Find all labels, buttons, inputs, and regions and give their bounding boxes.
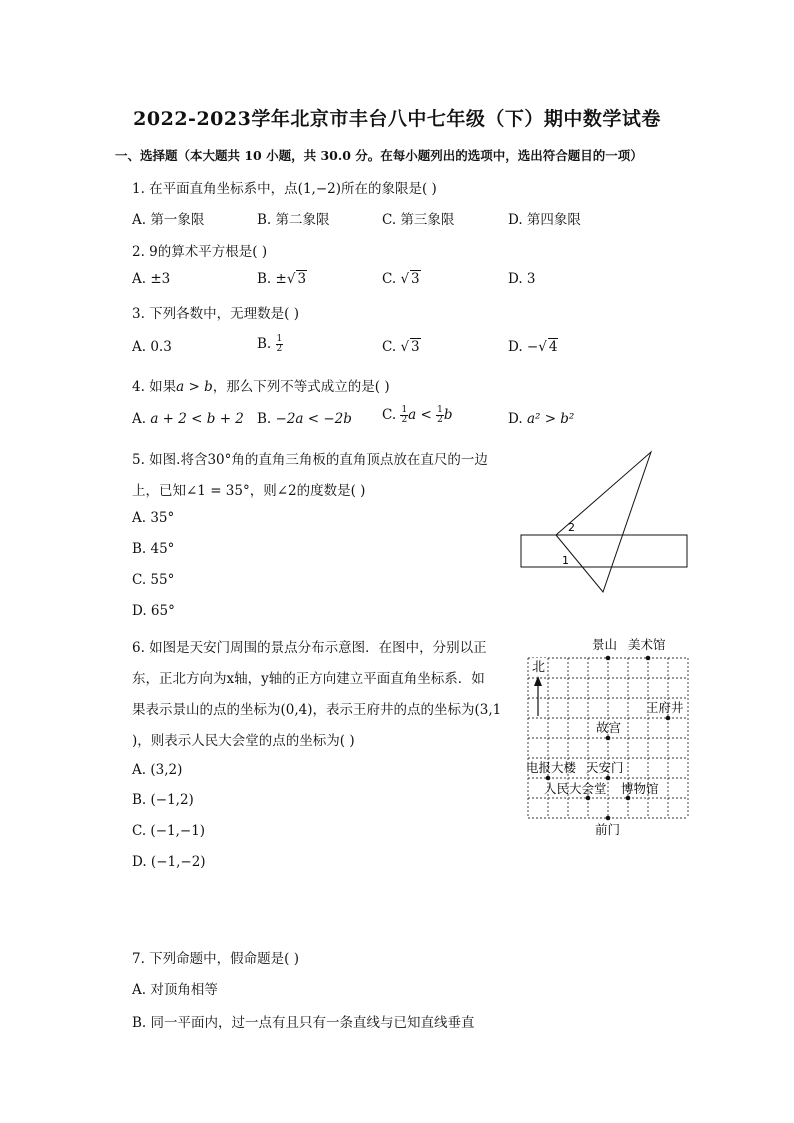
question-6-stem-line4: )，则表示人民大会堂的点的坐标为( ): [132, 733, 355, 749]
triangle-ruler-figure: [515, 448, 695, 598]
question-6-stem-line1: 6. 如图是天安门周围的景点分布示意图．在图中，分别以正: [132, 640, 487, 656]
question-7-stem: 7. 下列命题中，假命题是( ): [132, 951, 299, 967]
page-title: 2022-2023学年北京市丰台八中七年级（下）期中数学试卷: [133, 108, 661, 130]
north-arrow: [534, 676, 542, 716]
q1-option-c: C. 第三象限: [382, 212, 455, 228]
question-5-stem-line1: 5. 如图.将含30°角的直角三角板的直角顶点放在直尺的一边: [132, 452, 488, 468]
tiananmen-map-figure: [524, 634, 694, 842]
q4-option-b: B. −2a < −2b: [257, 411, 352, 427]
q5-option-b: B. 45°: [132, 541, 175, 557]
section-heading: 一、选择题（本大题共 10 小题，共 30.0 分。在每小题列出的选项中，选出符合题目的一项）: [115, 148, 643, 163]
question-1-stem: 1. 在平面直角坐标系中，点(1,−2)所在的象限是( ): [132, 181, 437, 197]
q4-option-c: C. $\frac{1}{2}$ a < $\frac{1}{2}$ b: [382, 405, 453, 425]
q3-option-c: C. √ 3: [382, 339, 420, 355]
q3-option-b: B. $\frac{1}{2}$: [257, 334, 283, 354]
q6-option-b: B. (−1,2): [132, 792, 194, 808]
q7-option-b: B. 同一平面内，过一点有且只有一条直线与已知直线垂直: [132, 1015, 475, 1031]
q5-option-d: D. 65°: [132, 603, 175, 619]
meishuguan-point: [646, 656, 651, 661]
question-6-stem-line2: 东，正北方向为x轴，y轴的正方向建立平面直角坐标系．如: [132, 671, 485, 687]
q6-option-a: A. (3,2): [132, 762, 183, 778]
renmin-label: 人民大会堂: [544, 781, 607, 796]
q2-option-c: C. √ 3: [382, 271, 420, 287]
q5-option-a: A. 35°: [132, 510, 175, 526]
qianmen-point: [606, 816, 611, 821]
q2-option-b: B. ±√ 3: [257, 271, 307, 287]
q4-option-a: A. a + 2 < b + 2: [132, 411, 244, 427]
angle-1-label: 1: [562, 554, 569, 567]
jingshan-point: [606, 656, 611, 661]
bowuguan-label: 博物馆: [621, 781, 659, 796]
q1-option-d: D. 第四象限: [508, 212, 581, 228]
dianbao-label: 电报大楼: [526, 760, 577, 775]
q5-option-c: C. 55°: [132, 572, 175, 588]
tiananmen-point: [606, 776, 611, 781]
q7-option-a: A. 对顶角相等: [132, 982, 218, 998]
q1-option-b: B. 第二象限: [257, 212, 330, 228]
ruler-rect: [521, 535, 687, 567]
qianmen-label: 前门: [595, 822, 621, 837]
q4-option-d: D. a² > b²: [508, 411, 575, 427]
dianbao-point: [546, 776, 551, 781]
north-label: 北: [532, 660, 546, 675]
jingshan-label: 景山: [592, 637, 618, 652]
q6-option-d: D. (−1,−2): [132, 854, 206, 870]
question-6-stem-line3: 果表示景山的点的坐标为(0,4)，表示王府井的点的坐标为(3,1: [132, 702, 502, 718]
q1-option-a: A. 第一象限: [132, 212, 205, 228]
question-5-stem-line2: 上，已知∠1 = 35°，则∠2的度数是( ): [132, 483, 366, 499]
bowuguan-point: [626, 796, 631, 801]
renmin-point: [586, 796, 591, 801]
q6-option-c: C. (−1,−1): [132, 823, 206, 839]
question-3-stem: 3. 下列各数中，无理数是( ): [132, 306, 299, 322]
angle-2-label: 2: [568, 521, 575, 534]
meishuguan-label: 美术馆: [628, 637, 666, 652]
gugong-label: 故宫: [596, 720, 622, 735]
q2-option-d: D. 3: [508, 271, 536, 287]
gugong-point: [606, 736, 611, 741]
q3-option-d: D. −√ 4: [508, 339, 558, 355]
q3-option-a: A. 0.3: [132, 339, 172, 355]
wangfujing-point: [666, 716, 671, 721]
question-4-stem: 4. 如果a > b，那么下列不等式成立的是( ): [132, 379, 390, 395]
wangfujing-label: 王府井: [646, 700, 684, 715]
tiananmen-label: 天安门: [586, 760, 624, 775]
question-2-stem: 2. 9的算术平方根是( ): [132, 244, 268, 260]
q2-option-a: A. ±3: [132, 271, 171, 287]
